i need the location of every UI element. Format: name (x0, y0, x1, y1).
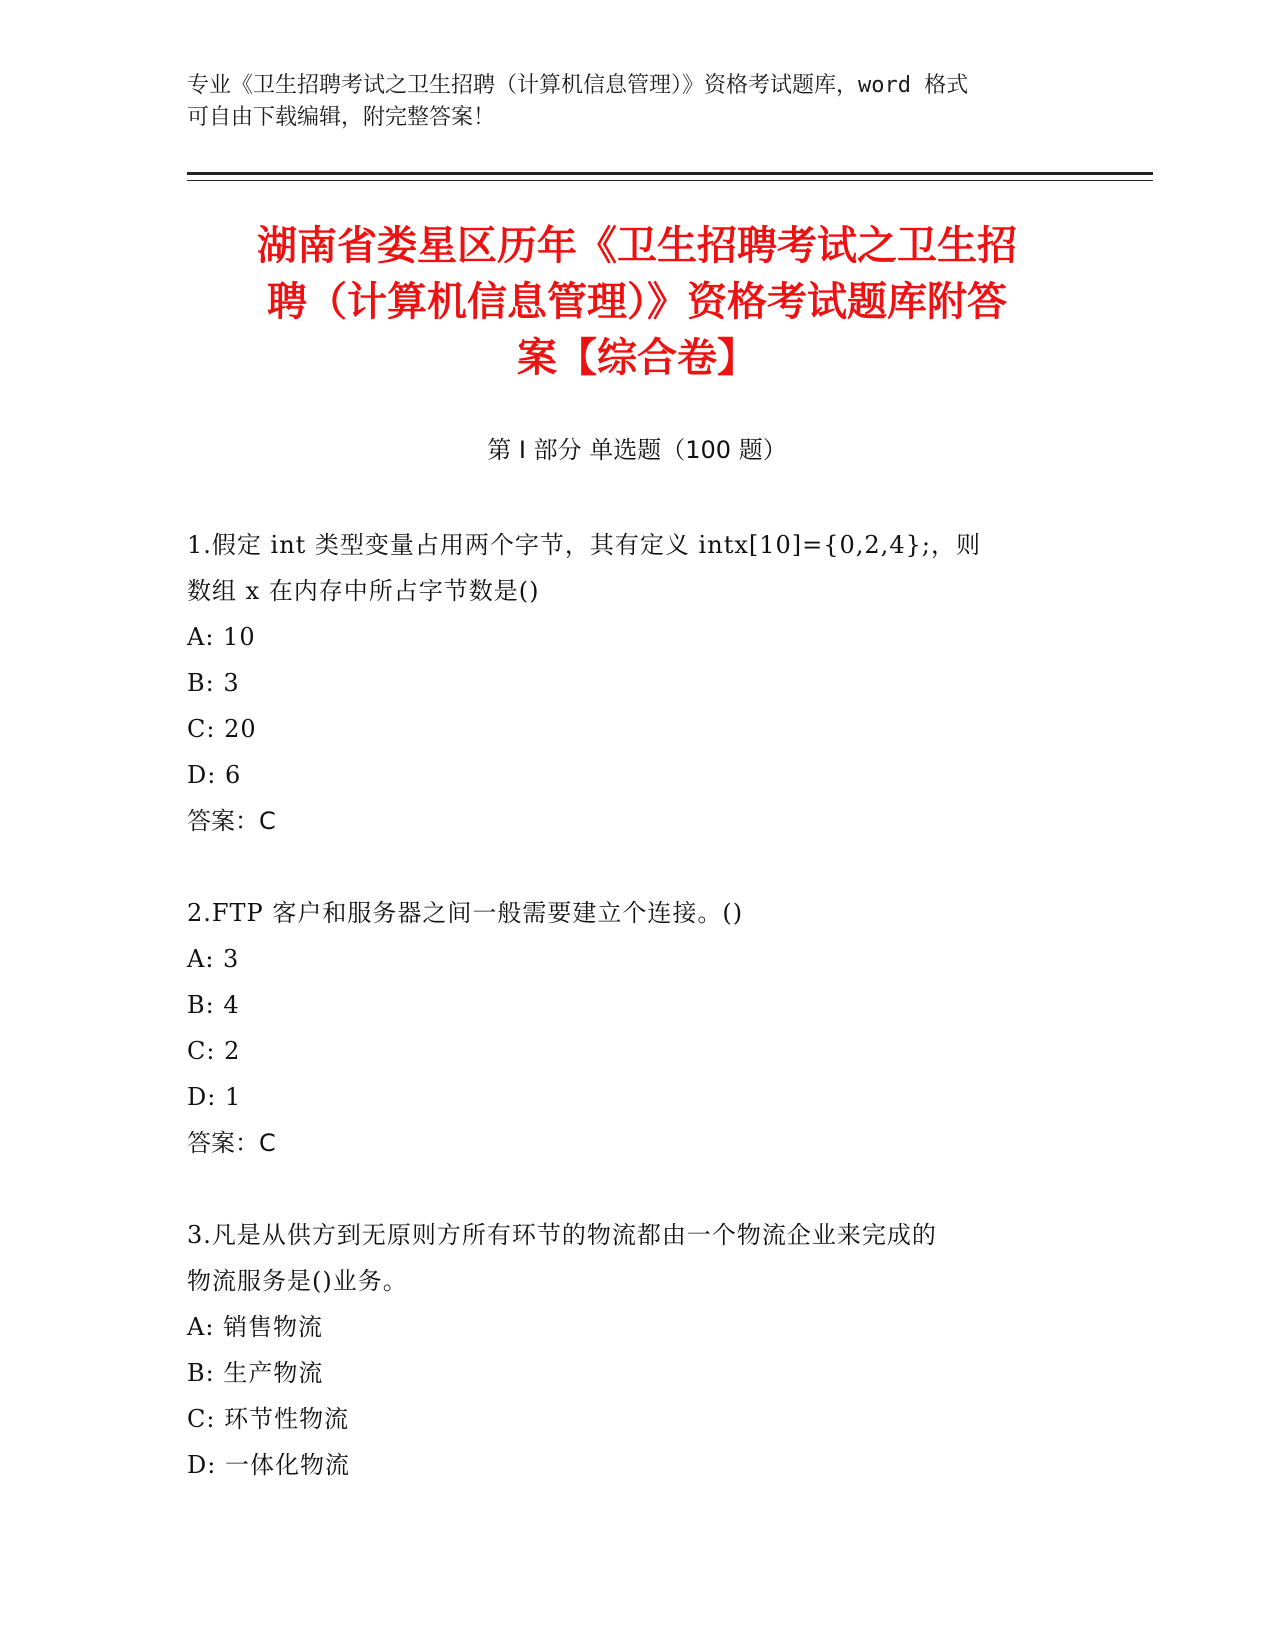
question-2 (187, 890, 1087, 1166)
page-header (187, 70, 1067, 134)
option-c: C: 环节性物流 (187, 1405, 350, 1433)
section-heading: 第 I 部分 单选题（100 题） (487, 436, 787, 464)
option-d: D: 1 (187, 1083, 242, 1111)
question-1 (187, 522, 1087, 844)
option-a: A: 销售物流 (187, 1313, 324, 1341)
option-a: A: 3 (187, 945, 240, 973)
option-b: B: 生产物流 (187, 1359, 324, 1387)
question-3 (187, 1212, 1087, 1488)
header-line-2: 可自由下载编辑，附完整答案！ (187, 105, 496, 130)
question-stem-line: 3.凡是从供方到无原则方所有环节的物流都由一个物流企业来完成的 (187, 1221, 937, 1249)
option-c: C: 20 (187, 715, 257, 743)
question-list (187, 522, 1087, 1534)
header-rule-thin (187, 180, 1153, 181)
title-line-2: 聘（计算机信息管理）》资格考试题库附答 (267, 279, 1007, 325)
answer-line: 答案：C (187, 1129, 276, 1157)
header-rule-thick (187, 172, 1153, 175)
option-b: B: 3 (187, 669, 240, 697)
option-a: A: 10 (187, 623, 256, 651)
option-d: D: 一体化物流 (187, 1451, 350, 1479)
option-d: D: 6 (187, 761, 242, 789)
option-c: C: 2 (187, 1037, 241, 1065)
option-b: B: 4 (187, 991, 240, 1019)
document-title (187, 218, 1087, 386)
question-stem-line: 物流服务是()业务。 (187, 1267, 408, 1295)
question-stem-line: 数组 x 在内存中所占字节数是() (187, 577, 540, 605)
question-stem-line: 2.FTP 客户和服务器之间一般需要建立个连接。() (187, 899, 744, 927)
title-line-1: 湖南省娄星区历年《卫生招聘考试之卫生招 (257, 223, 1017, 269)
answer-line: 答案：C (187, 807, 276, 835)
question-stem-line: 1.假定 int 类型变量占用两个字节，其有定义 intx[10]={0,2,4};，则 (187, 531, 981, 559)
header-line-1: 专业《卫生招聘考试之卫生招聘（计算机信息管理）》资格考试题库，word 格式 (187, 73, 969, 98)
title-line-3: 案【综合卷】 (517, 335, 757, 381)
